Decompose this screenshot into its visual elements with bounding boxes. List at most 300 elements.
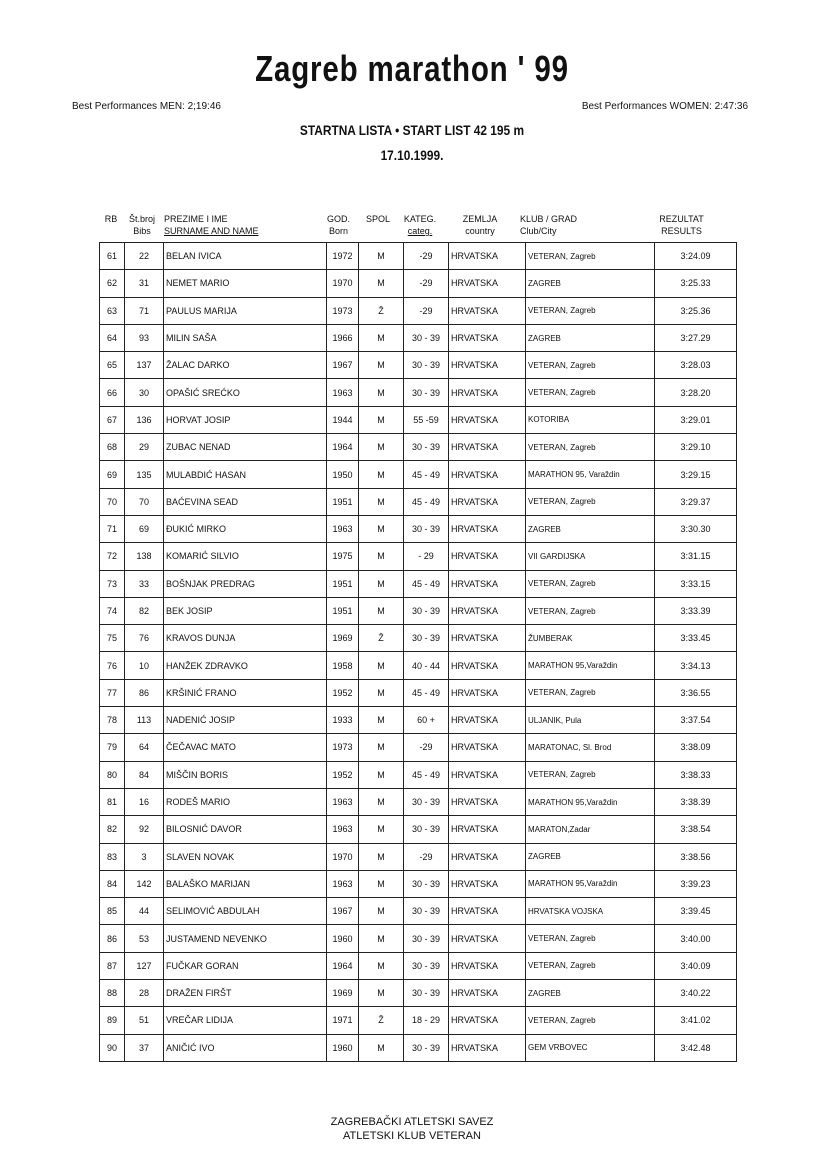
birth-year-cell: 1967 bbox=[327, 898, 359, 925]
country-cell: HRVATSKA bbox=[449, 980, 526, 1007]
rank-cell: 75 bbox=[100, 625, 125, 652]
result-time-cell: 3:40.00 bbox=[655, 925, 737, 952]
birth-year-cell: 1973 bbox=[327, 297, 359, 324]
table-row bbox=[100, 1034, 737, 1061]
club-city-cell: VETERAN, Zagreb bbox=[526, 679, 655, 706]
category-cell: -29 bbox=[404, 734, 449, 761]
table-row bbox=[100, 625, 737, 652]
result-time-cell: 3:28.20 bbox=[655, 379, 737, 406]
rank-cell: 77 bbox=[100, 679, 125, 706]
bib-number-cell: 127 bbox=[125, 952, 164, 979]
rank-cell: 76 bbox=[100, 652, 125, 679]
category-cell: 30 - 39 bbox=[404, 324, 449, 351]
birth-year-cell: 1973 bbox=[327, 734, 359, 761]
table-row bbox=[100, 352, 737, 379]
rank-cell: 69 bbox=[100, 461, 125, 488]
country-cell: HRVATSKA bbox=[449, 488, 526, 515]
birth-year-cell: 1958 bbox=[327, 652, 359, 679]
club-city-cell: MARATONAC, Sl. Brod bbox=[526, 734, 655, 761]
rank-cell: 90 bbox=[100, 1034, 125, 1061]
result-time-cell: 3:24.09 bbox=[655, 243, 737, 270]
category-cell: -29 bbox=[404, 243, 449, 270]
club-city-cell: ZAGREB bbox=[526, 515, 655, 542]
athlete-name-cell: BAĆEVINA SEAD bbox=[164, 488, 327, 515]
header-name: PREZIME I IME SURNAME AND NAME bbox=[164, 214, 259, 236]
rank-cell: 78 bbox=[100, 707, 125, 734]
header-bib: Št.broj Bibs bbox=[128, 214, 155, 236]
category-cell: 30 - 39 bbox=[404, 788, 449, 815]
club-city-cell: VETERAN, Zagreb bbox=[526, 925, 655, 952]
bib-number-cell: 53 bbox=[125, 925, 164, 952]
bib-number-cell: 37 bbox=[125, 1034, 164, 1061]
birth-year-cell: 1951 bbox=[327, 597, 359, 624]
athlete-name-cell: OPAŠIĆ SREĆKO bbox=[164, 379, 327, 406]
category-cell: 45 - 49 bbox=[404, 761, 449, 788]
country-cell: HRVATSKA bbox=[449, 597, 526, 624]
sex-cell: M bbox=[359, 515, 404, 542]
athlete-name-cell: DRAŽEN FIRŠT bbox=[164, 980, 327, 1007]
bib-number-cell: 92 bbox=[125, 816, 164, 843]
category-cell: 45 - 49 bbox=[404, 679, 449, 706]
sex-cell: Ž bbox=[359, 625, 404, 652]
table-row bbox=[100, 488, 737, 515]
table-row bbox=[100, 707, 737, 734]
header-sex: SPOL bbox=[365, 214, 390, 224]
category-cell: 60 + bbox=[404, 707, 449, 734]
result-time-cell: 3:33.39 bbox=[655, 597, 737, 624]
category-cell: 30 - 39 bbox=[404, 952, 449, 979]
bib-number-cell: 93 bbox=[125, 324, 164, 351]
table-row bbox=[100, 652, 737, 679]
birth-year-cell: 1970 bbox=[327, 843, 359, 870]
bib-number-cell: 16 bbox=[125, 788, 164, 815]
category-cell: 55 -59 bbox=[404, 406, 449, 433]
rank-cell: 86 bbox=[100, 925, 125, 952]
country-cell: HRVATSKA bbox=[449, 952, 526, 979]
country-cell: HRVATSKA bbox=[449, 434, 526, 461]
sex-cell: Ž bbox=[359, 1007, 404, 1034]
bib-number-cell: 29 bbox=[125, 434, 164, 461]
club-city-cell: ZAGREB bbox=[526, 843, 655, 870]
bib-number-cell: 70 bbox=[125, 488, 164, 515]
bib-number-cell: 33 bbox=[125, 570, 164, 597]
birth-year-cell: 1963 bbox=[327, 816, 359, 843]
category-cell: 30 - 39 bbox=[404, 925, 449, 952]
club-city-cell: VETERAN, Zagreb bbox=[526, 570, 655, 597]
table-row bbox=[100, 379, 737, 406]
result-time-cell: 3:27.29 bbox=[655, 324, 737, 351]
header-born: GOD. Born bbox=[326, 214, 350, 236]
athlete-name-cell: ANIČIĆ IVO bbox=[164, 1034, 327, 1061]
sex-cell: M bbox=[359, 952, 404, 979]
sex-cell: M bbox=[359, 898, 404, 925]
rank-cell: 61 bbox=[100, 243, 125, 270]
sex-cell: M bbox=[359, 434, 404, 461]
table-row bbox=[100, 816, 737, 843]
club-city-cell: VETERAN, Zagreb bbox=[526, 352, 655, 379]
table-row bbox=[100, 843, 737, 870]
country-cell: HRVATSKA bbox=[449, 515, 526, 542]
sex-cell: M bbox=[359, 406, 404, 433]
bib-number-cell: 113 bbox=[125, 707, 164, 734]
header-club: KLUB / GRAD Club/City bbox=[520, 214, 578, 236]
result-time-cell: 3:36.55 bbox=[655, 679, 737, 706]
bib-number-cell: 71 bbox=[125, 297, 164, 324]
category-cell: 45 - 49 bbox=[404, 461, 449, 488]
birth-year-cell: 1970 bbox=[327, 270, 359, 297]
footer-organizer: ZAGREBAČKI ATLETSKI SAVEZ bbox=[330, 1116, 494, 1128]
rank-cell: 66 bbox=[100, 379, 125, 406]
bib-number-cell: 10 bbox=[125, 652, 164, 679]
result-time-cell: 3:38.33 bbox=[655, 761, 737, 788]
country-cell: HRVATSKA bbox=[449, 1007, 526, 1034]
rank-cell: 88 bbox=[100, 980, 125, 1007]
athlete-name-cell: BALAŠKO MARIJAN bbox=[164, 870, 327, 897]
athlete-name-cell: VREČAR LIDIJA bbox=[164, 1007, 327, 1034]
sex-cell: M bbox=[359, 980, 404, 1007]
athlete-name-cell: PAULUS MARIJA bbox=[164, 297, 327, 324]
start-list-table bbox=[99, 242, 737, 1062]
table-row bbox=[100, 324, 737, 351]
header-country: ZEMLJA country bbox=[462, 214, 498, 236]
result-time-cell: 3:40.09 bbox=[655, 952, 737, 979]
athlete-name-cell: ČEČAVAC MATO bbox=[164, 734, 327, 761]
rank-cell: 63 bbox=[100, 297, 125, 324]
footer-club: ATLETSKI KLUB VETERAN bbox=[343, 1130, 481, 1142]
athlete-name-cell: ZUBAC NENAD bbox=[164, 434, 327, 461]
bib-number-cell: 64 bbox=[125, 734, 164, 761]
birth-year-cell: 1963 bbox=[327, 870, 359, 897]
rank-cell: 80 bbox=[100, 761, 125, 788]
header-result: REZULTAT RESULTS bbox=[659, 214, 704, 236]
sex-cell: M bbox=[359, 707, 404, 734]
table-row bbox=[100, 980, 737, 1007]
sex-cell: M bbox=[359, 352, 404, 379]
athlete-name-cell: HANŽEK ZDRAVKO bbox=[164, 652, 327, 679]
birth-year-cell: 1960 bbox=[327, 1034, 359, 1061]
birth-year-cell: 1971 bbox=[327, 1007, 359, 1034]
table-row bbox=[100, 898, 737, 925]
country-cell: HRVATSKA bbox=[449, 843, 526, 870]
birth-year-cell: 1967 bbox=[327, 352, 359, 379]
bib-number-cell: 22 bbox=[125, 243, 164, 270]
rank-cell: 70 bbox=[100, 488, 125, 515]
result-time-cell: 3:38.56 bbox=[655, 843, 737, 870]
sex-cell: M bbox=[359, 816, 404, 843]
category-cell: 30 - 39 bbox=[404, 980, 449, 1007]
club-city-cell: MARATHON 95,Varaždin bbox=[526, 870, 655, 897]
country-cell: HRVATSKA bbox=[449, 543, 526, 570]
sex-cell: M bbox=[359, 488, 404, 515]
country-cell: HRVATSKA bbox=[449, 788, 526, 815]
club-city-cell: VETERAN, Zagreb bbox=[526, 761, 655, 788]
rank-cell: 79 bbox=[100, 734, 125, 761]
category-cell: 30 - 39 bbox=[404, 816, 449, 843]
result-time-cell: 3:25.33 bbox=[655, 270, 737, 297]
table-row bbox=[100, 925, 737, 952]
result-time-cell: 3:42.48 bbox=[655, 1034, 737, 1061]
sex-cell: M bbox=[359, 788, 404, 815]
result-time-cell: 3:39.45 bbox=[655, 898, 737, 925]
club-city-cell: MARATHON 95, Varaždin bbox=[526, 461, 655, 488]
bib-number-cell: 135 bbox=[125, 461, 164, 488]
sex-cell: M bbox=[359, 270, 404, 297]
rank-cell: 67 bbox=[100, 406, 125, 433]
table-row bbox=[100, 543, 737, 570]
birth-year-cell: 1963 bbox=[327, 379, 359, 406]
sex-cell: M bbox=[359, 652, 404, 679]
birth-year-cell: 1963 bbox=[327, 515, 359, 542]
birth-year-cell: 1966 bbox=[327, 324, 359, 351]
birth-year-cell: 1969 bbox=[327, 980, 359, 1007]
table-row bbox=[100, 243, 737, 270]
club-city-cell: MARATHON 95,Varaždin bbox=[526, 652, 655, 679]
club-city-cell: VETERAN, Zagreb bbox=[526, 597, 655, 624]
result-time-cell: 3:39.23 bbox=[655, 870, 737, 897]
bib-number-cell: 30 bbox=[125, 379, 164, 406]
result-time-cell: 3:29.01 bbox=[655, 406, 737, 433]
best-performance-women: Best Performances WOMEN: 2:47:36 bbox=[581, 101, 748, 112]
table-row bbox=[100, 270, 737, 297]
country-cell: HRVATSKA bbox=[449, 707, 526, 734]
athlete-name-cell: RODEŠ MARIO bbox=[164, 788, 327, 815]
rank-cell: 81 bbox=[100, 788, 125, 815]
category-cell: 30 - 39 bbox=[404, 870, 449, 897]
race-date: 17.10.1999. bbox=[380, 147, 444, 163]
club-city-cell: VETERAN, Zagreb bbox=[526, 488, 655, 515]
sex-cell: M bbox=[359, 761, 404, 788]
country-cell: HRVATSKA bbox=[449, 270, 526, 297]
table-row bbox=[100, 515, 737, 542]
rank-cell: 73 bbox=[100, 570, 125, 597]
country-cell: HRVATSKA bbox=[449, 570, 526, 597]
bib-number-cell: 31 bbox=[125, 270, 164, 297]
club-city-cell: HRVATSKA VOJSKA bbox=[526, 898, 655, 925]
bib-number-cell: 84 bbox=[125, 761, 164, 788]
club-city-cell: ZAGREB bbox=[526, 270, 655, 297]
country-cell: HRVATSKA bbox=[449, 1034, 526, 1061]
category-cell: -29 bbox=[404, 270, 449, 297]
table-row bbox=[100, 297, 737, 324]
table-row bbox=[100, 788, 737, 815]
rank-cell: 72 bbox=[100, 543, 125, 570]
rank-cell: 62 bbox=[100, 270, 125, 297]
sex-cell: M bbox=[359, 570, 404, 597]
bib-number-cell: 76 bbox=[125, 625, 164, 652]
rank-cell: 83 bbox=[100, 843, 125, 870]
country-cell: HRVATSKA bbox=[449, 734, 526, 761]
birth-year-cell: 1975 bbox=[327, 543, 359, 570]
athlete-name-cell: BELAN IVICA bbox=[164, 243, 327, 270]
club-city-cell: KOTORIBA bbox=[526, 406, 655, 433]
category-cell: - 29 bbox=[404, 543, 449, 570]
country-cell: HRVATSKA bbox=[449, 925, 526, 952]
bib-number-cell: 86 bbox=[125, 679, 164, 706]
sex-cell: M bbox=[359, 461, 404, 488]
table-row bbox=[100, 461, 737, 488]
athlete-name-cell: KOMARIĆ SILVIO bbox=[164, 543, 327, 570]
result-time-cell: 3:38.39 bbox=[655, 788, 737, 815]
birth-year-cell: 1952 bbox=[327, 679, 359, 706]
rank-cell: 85 bbox=[100, 898, 125, 925]
country-cell: HRVATSKA bbox=[449, 816, 526, 843]
country-cell: HRVATSKA bbox=[449, 406, 526, 433]
athlete-name-cell: BEK JOSIP bbox=[164, 597, 327, 624]
bib-number-cell: 142 bbox=[125, 870, 164, 897]
category-cell: 45 - 49 bbox=[404, 570, 449, 597]
birth-year-cell: 1951 bbox=[327, 488, 359, 515]
athlete-name-cell: NADENIĆ JOSIP bbox=[164, 707, 327, 734]
sex-cell: M bbox=[359, 679, 404, 706]
table-row bbox=[100, 952, 737, 979]
sex-cell: M bbox=[359, 843, 404, 870]
category-cell: 30 - 39 bbox=[404, 352, 449, 379]
rank-cell: 71 bbox=[100, 515, 125, 542]
result-time-cell: 3:41.02 bbox=[655, 1007, 737, 1034]
country-cell: HRVATSKA bbox=[449, 461, 526, 488]
athlete-name-cell: FUČKAR GORAN bbox=[164, 952, 327, 979]
best-performance-men: Best Performances MEN: 2;19:46 bbox=[72, 101, 221, 112]
club-city-cell: VII GARDIJSKA bbox=[526, 543, 655, 570]
sex-cell: M bbox=[359, 1034, 404, 1061]
birth-year-cell: 1972 bbox=[327, 243, 359, 270]
club-city-cell: VETERAN, Zagreb bbox=[526, 1007, 655, 1034]
rank-cell: 87 bbox=[100, 952, 125, 979]
athlete-name-cell: MULABDIĆ HASAN bbox=[164, 461, 327, 488]
club-city-cell: GEM VRBOVEC bbox=[526, 1034, 655, 1061]
result-time-cell: 3:38.54 bbox=[655, 816, 737, 843]
bib-number-cell: 28 bbox=[125, 980, 164, 1007]
result-time-cell: 3:40.22 bbox=[655, 980, 737, 1007]
header-rb: RB bbox=[104, 214, 118, 224]
category-cell: 30 - 39 bbox=[404, 515, 449, 542]
header-category: KATEG. categ. bbox=[403, 214, 437, 236]
birth-year-cell: 1963 bbox=[327, 788, 359, 815]
bib-number-cell: 69 bbox=[125, 515, 164, 542]
birth-year-cell: 1952 bbox=[327, 761, 359, 788]
club-city-cell: VETERAN, Zagreb bbox=[526, 434, 655, 461]
table-row bbox=[100, 406, 737, 433]
category-cell: 30 - 39 bbox=[404, 1034, 449, 1061]
bib-number-cell: 136 bbox=[125, 406, 164, 433]
rank-cell: 82 bbox=[100, 816, 125, 843]
birth-year-cell: 1964 bbox=[327, 434, 359, 461]
category-cell: -29 bbox=[404, 843, 449, 870]
rank-cell: 65 bbox=[100, 352, 125, 379]
birth-year-cell: 1964 bbox=[327, 952, 359, 979]
document-title: Zagreb marathon ' 99 bbox=[255, 48, 569, 89]
sex-cell: M bbox=[359, 734, 404, 761]
country-cell: HRVATSKA bbox=[449, 243, 526, 270]
athlete-name-cell: MIŠČIN BORIS bbox=[164, 761, 327, 788]
result-time-cell: 3:37.54 bbox=[655, 707, 737, 734]
club-city-cell: VETERAN, Zagreb bbox=[526, 379, 655, 406]
club-city-cell: ZAGREB bbox=[526, 324, 655, 351]
bib-number-cell: 137 bbox=[125, 352, 164, 379]
rank-cell: 84 bbox=[100, 870, 125, 897]
athlete-name-cell: ŽALAC DARKO bbox=[164, 352, 327, 379]
bib-number-cell: 3 bbox=[125, 843, 164, 870]
bib-number-cell: 138 bbox=[125, 543, 164, 570]
bib-number-cell: 82 bbox=[125, 597, 164, 624]
table-row bbox=[100, 570, 737, 597]
rank-cell: 68 bbox=[100, 434, 125, 461]
country-cell: HRVATSKA bbox=[449, 379, 526, 406]
athlete-name-cell: KRŠINIĆ FRANO bbox=[164, 679, 327, 706]
club-city-cell: MARATON,Zadar bbox=[526, 816, 655, 843]
country-cell: HRVATSKA bbox=[449, 625, 526, 652]
country-cell: HRVATSKA bbox=[449, 679, 526, 706]
category-cell: -29 bbox=[404, 297, 449, 324]
athlete-name-cell: KRAVOS DUNJA bbox=[164, 625, 327, 652]
athlete-name-cell: SELIMOVIĆ ABDULAH bbox=[164, 898, 327, 925]
rank-cell: 89 bbox=[100, 1007, 125, 1034]
sex-cell: M bbox=[359, 925, 404, 952]
category-cell: 40 - 44 bbox=[404, 652, 449, 679]
athlete-name-cell: BILOSNIĆ DAVOR bbox=[164, 816, 327, 843]
table-row bbox=[100, 679, 737, 706]
sex-cell: M bbox=[359, 870, 404, 897]
sex-cell: M bbox=[359, 597, 404, 624]
club-city-cell: ZAGREB bbox=[526, 980, 655, 1007]
start-list-rows bbox=[100, 243, 737, 1062]
result-time-cell: 3:34.13 bbox=[655, 652, 737, 679]
athlete-name-cell: BOŠNJAK PREDRAG bbox=[164, 570, 327, 597]
category-cell: 30 - 39 bbox=[404, 898, 449, 925]
table-row bbox=[100, 870, 737, 897]
sex-cell: M bbox=[359, 324, 404, 351]
result-time-cell: 3:31.15 bbox=[655, 543, 737, 570]
country-cell: HRVATSKA bbox=[449, 297, 526, 324]
country-cell: HRVATSKA bbox=[449, 898, 526, 925]
result-time-cell: 3:29.15 bbox=[655, 461, 737, 488]
result-time-cell: 3:29.37 bbox=[655, 488, 737, 515]
sex-cell: M bbox=[359, 243, 404, 270]
club-city-cell: MARATHON 95,Varaždin bbox=[526, 788, 655, 815]
table-row bbox=[100, 761, 737, 788]
birth-year-cell: 1951 bbox=[327, 570, 359, 597]
club-city-cell: VETERAN, Zagreb bbox=[526, 243, 655, 270]
sex-cell: M bbox=[359, 543, 404, 570]
country-cell: HRVATSKA bbox=[449, 652, 526, 679]
category-cell: 30 - 39 bbox=[404, 434, 449, 461]
athlete-name-cell: HORVAT JOSIP bbox=[164, 406, 327, 433]
result-time-cell: 3:38.09 bbox=[655, 734, 737, 761]
table-row bbox=[100, 434, 737, 461]
birth-year-cell: 1944 bbox=[327, 406, 359, 433]
club-city-cell: ULJANIK, Pula bbox=[526, 707, 655, 734]
footer bbox=[0, 1115, 824, 1143]
birth-year-cell: 1950 bbox=[327, 461, 359, 488]
club-city-cell: ŽUMBERAK bbox=[526, 625, 655, 652]
result-time-cell: 3:33.45 bbox=[655, 625, 737, 652]
bib-number-cell: 51 bbox=[125, 1007, 164, 1034]
birth-year-cell: 1969 bbox=[327, 625, 359, 652]
category-cell: 30 - 39 bbox=[404, 625, 449, 652]
country-cell: HRVATSKA bbox=[449, 352, 526, 379]
rank-cell: 64 bbox=[100, 324, 125, 351]
result-time-cell: 3:25.36 bbox=[655, 297, 737, 324]
athlete-name-cell: NEMET MARIO bbox=[164, 270, 327, 297]
athlete-name-cell: MILIN SAŠA bbox=[164, 324, 327, 351]
sex-cell: Ž bbox=[359, 297, 404, 324]
category-cell: 45 - 49 bbox=[404, 488, 449, 515]
category-cell: 18 - 29 bbox=[404, 1007, 449, 1034]
sex-cell: M bbox=[359, 379, 404, 406]
club-city-cell: VETERAN, Zagreb bbox=[526, 297, 655, 324]
result-time-cell: 3:29.10 bbox=[655, 434, 737, 461]
country-cell: HRVATSKA bbox=[449, 870, 526, 897]
